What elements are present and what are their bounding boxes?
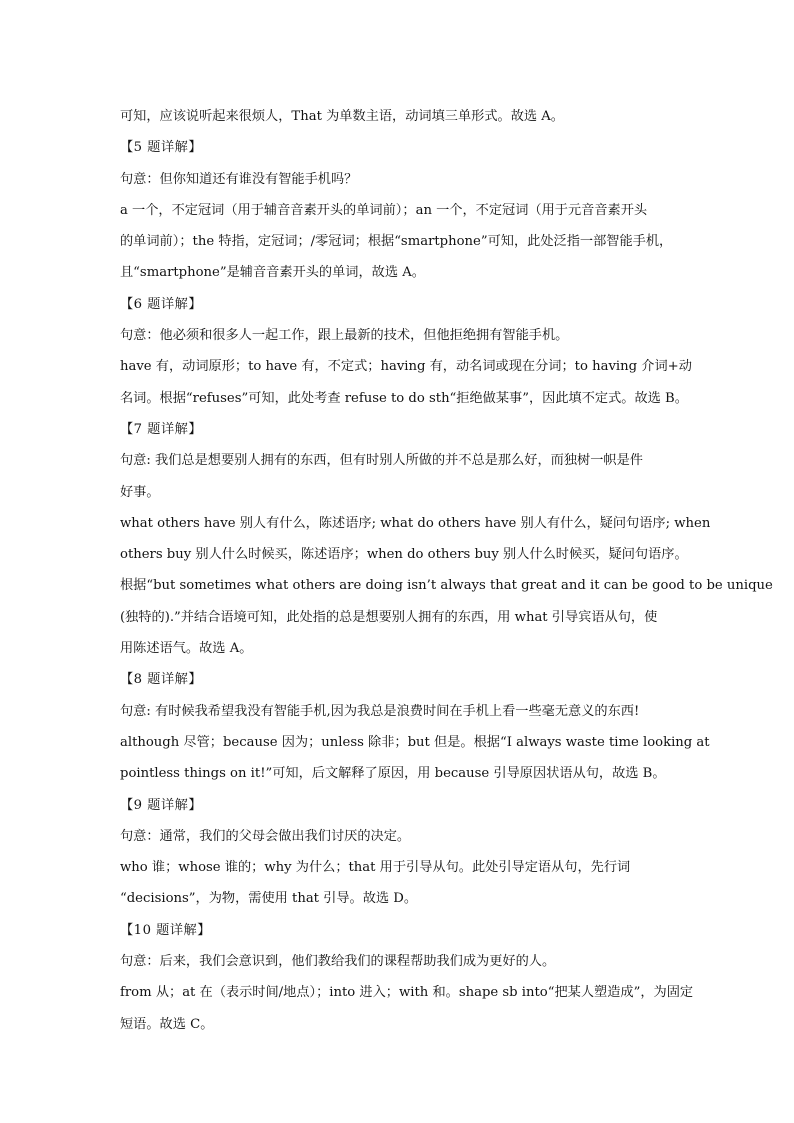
section-heading-9: 【9 题详解】	[120, 797, 203, 813]
text-line: 可知，应该说听起来很烦人，That 为单数主语，动词填三单形式。故选 A。	[120, 109, 564, 124]
text-line: 句意：通常，我们的父母会做出我们讨厌的决定。	[120, 828, 411, 844]
text-line: 句意：但你知道还有谁没有智能手机吗？	[120, 171, 358, 187]
text-line: 的单词前）；the 特指，定冠词；/零冠词；根据“smartphone”可知，此处泛指一部智能手机，	[120, 234, 673, 250]
text-line: a 一个，不定冠词（用于辅音音素开头的单词前）；an 一个，不定冠词（用于元音音素开头	[120, 202, 648, 218]
text-line: 短语。故选 C。	[120, 1016, 214, 1032]
text-line: 句意：他必须和很多人一起工作，跟上最新的技术，但他拒绝拥有智能手机。	[120, 328, 569, 344]
text-line: 句意: 我们总是想要别人拥有的东西，但有时别人所做的并不总是那么好，而独树一帜是件	[120, 453, 643, 469]
section-heading-5: 【5 题详解】	[120, 140, 203, 156]
text-line: others buy 别人什么时候买，陈述语序；when do others buy 别人什么时候买，疑问句语序。	[120, 547, 688, 563]
text-line: (独特的).”并结合语境可知，此处指的总是想要别人拥有的东西，用 what 引导宾语从句，使	[120, 609, 658, 625]
text-line: who 谁；whose 谁的；why 为什么；that 用于引导从句。此处引导定语从句，先行词	[120, 860, 631, 876]
text-line: although 尽管；because 因为；unless 除非；but 但是。根据“I always waste time looking at	[120, 734, 710, 750]
text-line: 名词。根据“refuses”可知，此处考查 refuse to do sth“拒绝做某事”，因此填不定式。故选 B。	[120, 390, 688, 406]
text-line: “decisions”，为物，需使用 that 引导。故选 D。	[120, 891, 418, 907]
text-line: what others have 别人有什么，陈述语序; what do others have 别人有什么，疑问句语序; when	[120, 515, 711, 531]
text-line: 句意: 有时候我希望我没有智能手机,因为我总是浪费时间在手机上看一些毫无意义的东西!	[120, 703, 640, 719]
text-line: 且“smartphone”是辅音音素开头的单词，故选 A。	[120, 265, 425, 281]
text-line: 句意：后来，我们会意识到，他们教给我们的课程帮助我们成为更好的人。	[120, 954, 556, 970]
text-line: have 有，动词原形；to have 有，不定式；having 有，动名词或现在分词；to having 介词+动	[120, 359, 692, 375]
section-heading-8: 【8 题详解】	[120, 672, 203, 688]
text-line: 用陈述语气。故选 A。	[120, 641, 253, 657]
text-line: pointless things on it!”可知，后文解释了原因，用 because 引导原因状语从句，故选 B。	[120, 766, 666, 782]
text-line: 好事。	[120, 484, 160, 500]
section-heading-10: 【10 题详解】	[120, 922, 211, 938]
section-heading-7: 【7 题详解】	[120, 421, 203, 437]
section-heading-6: 【6 题详解】	[120, 296, 203, 312]
text-line: 根据“but sometimes what others are doing isn’t always that great and it can be good to be unique	[120, 578, 773, 594]
text-line: from 从；at 在（表示时间/地点）；into 进入；with 和。shape sb into“把某人塑造成”，为固定	[120, 985, 694, 1001]
